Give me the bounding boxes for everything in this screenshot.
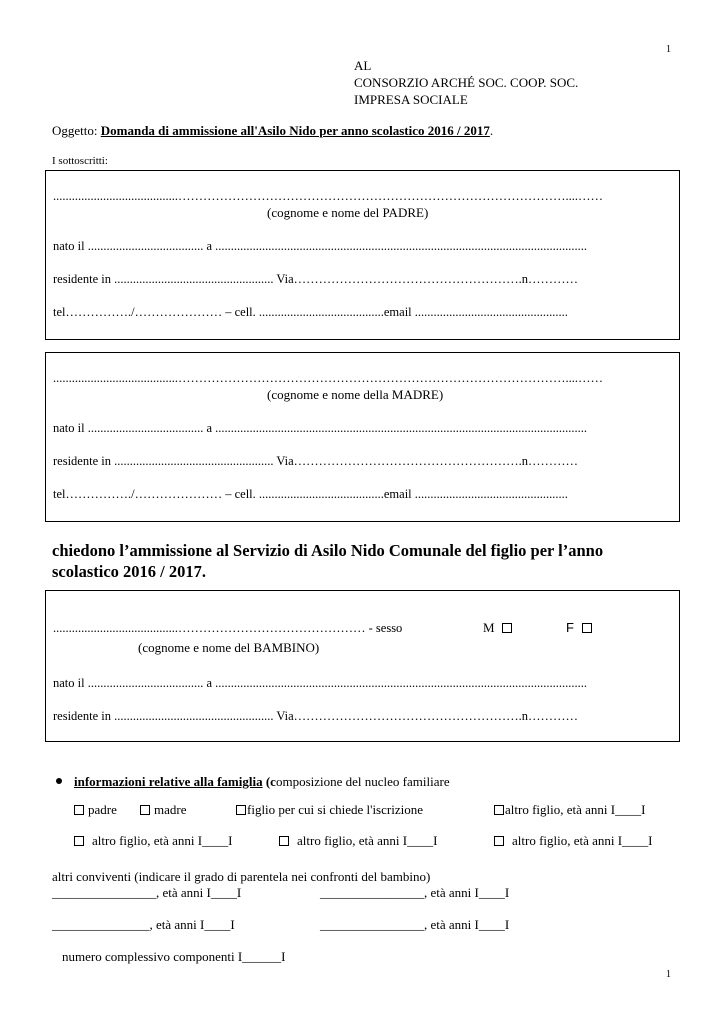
- child-name-line[interactable]: ........................................……………………………………… - sesso: [53, 621, 403, 635]
- recipient-line1: AL: [354, 58, 372, 73]
- mother-name-line[interactable]: ........................................…………………………………………………………………………………....……: [53, 371, 603, 385]
- recipient-line3: IMPRESA SOCIALE: [354, 92, 468, 107]
- cohabitant-field-1[interactable]: ________________, età anni I____I: [52, 885, 242, 900]
- father-contact-line[interactable]: tel……………./………………… – cell. ........................................email .................................................: [53, 305, 568, 319]
- subject-label: Oggetto:: [52, 123, 98, 138]
- sex-m-option[interactable]: [483, 620, 516, 636]
- recipient-line2: CONSORZIO ARCHÉ SOC. COOP. SOC.: [354, 75, 579, 90]
- total-members-field[interactable]: numero complessivo componenti I______I: [62, 949, 286, 964]
- cohabitants-label: altri conviventi (indicare il grado di parentela nei confronti del bambino): [52, 869, 431, 884]
- child-birth-line[interactable]: nato il ..................................... a .......................................................................................................................: [53, 676, 588, 690]
- madre-checkbox[interactable]: [140, 805, 150, 815]
- sex-f-option[interactable]: [566, 620, 596, 635]
- father-birth-line[interactable]: nato il ..................................... a .......................................................................................................................: [53, 239, 588, 253]
- recipient-address: [354, 57, 578, 108]
- family-title: informazioni relative alla famiglia: [74, 774, 263, 789]
- altro-figlio-2-checkbox[interactable]: [74, 836, 84, 846]
- sex-m-checkbox[interactable]: [502, 623, 512, 633]
- figlio-checkbox[interactable]: [236, 805, 246, 815]
- option-altro-figlio-3[interactable]: altro figlio, età anni I____I: [279, 833, 437, 849]
- mother-residence-line[interactable]: residente in ................................................... Via……………………………………………….n…………: [53, 454, 579, 468]
- request-heading: chiedono l’ammissione al Servizio di Asilo Nido Comunale del figlio per l’anno scolastico 2016 / 2017.: [52, 541, 604, 581]
- cohabitant-field-2[interactable]: ________________, età anni I____I: [320, 885, 510, 900]
- sex-m-label: M: [483, 620, 495, 635]
- option-madre[interactable]: madre: [140, 802, 186, 818]
- mother-name-caption: (cognome e nome della MADRE): [267, 387, 444, 402]
- altro-figlio-4-checkbox[interactable]: [494, 836, 504, 846]
- sex-f-checkbox[interactable]: [582, 623, 592, 633]
- option-altro-figlio-2[interactable]: altro figlio, età anni I____I: [74, 833, 232, 849]
- cohabitant-field-4[interactable]: ________________, età anni I____I: [320, 917, 510, 932]
- father-name-caption: (cognome e nome del PADRE): [267, 205, 429, 220]
- cohabitant-field-3[interactable]: _______________, età anni I____I: [52, 917, 235, 932]
- sex-f-label: F: [566, 620, 574, 635]
- father-residence-line[interactable]: residente in ................................................... Via……………………………………………….n…………: [53, 272, 579, 286]
- altro-figlio-1-checkbox[interactable]: [494, 805, 504, 815]
- child-name-caption: (cognome e nome del BAMBINO): [138, 640, 320, 655]
- family-section-title: informazioni relative alla famiglia (composizione del nucleo familiare: [74, 774, 450, 789]
- option-altro-figlio-4[interactable]: altro figlio, età anni I____I: [494, 833, 652, 849]
- padre-checkbox[interactable]: [74, 805, 84, 815]
- page-number-top: 1: [666, 44, 671, 55]
- father-name-line[interactable]: ........................................…………………………………………………………………………………....……: [53, 189, 603, 203]
- altro-figlio-3-checkbox[interactable]: [279, 836, 289, 846]
- subject-text: Domanda di ammissione all'Asilo Nido per anno scolastico 2016 / 2017: [100, 123, 490, 138]
- signers-label: I sottoscritti:: [52, 155, 108, 167]
- subject-line: Oggetto: Domanda di ammissione all'Asilo Nido per anno scolastico 2016 / 2017.: [52, 123, 494, 138]
- bullet-icon: [56, 778, 62, 784]
- mother-box: [45, 352, 680, 522]
- option-figlio[interactable]: figlio per cui si chiede l'iscrizione: [236, 802, 423, 818]
- option-altro-figlio-1[interactable]: altro figlio, età anni I____I: [494, 802, 645, 818]
- child-residence-line[interactable]: residente in ................................................... Via……………………………………………….n…………: [53, 709, 579, 723]
- father-box: [45, 170, 680, 340]
- mother-birth-line[interactable]: nato il ..................................... a .......................................................................................................................: [53, 421, 588, 435]
- child-box: [45, 590, 680, 742]
- page-number-bottom: 1: [666, 969, 671, 980]
- option-padre[interactable]: padre: [74, 802, 117, 818]
- mother-contact-line[interactable]: tel……………./………………… – cell. ........................................email .................................................: [53, 487, 568, 501]
